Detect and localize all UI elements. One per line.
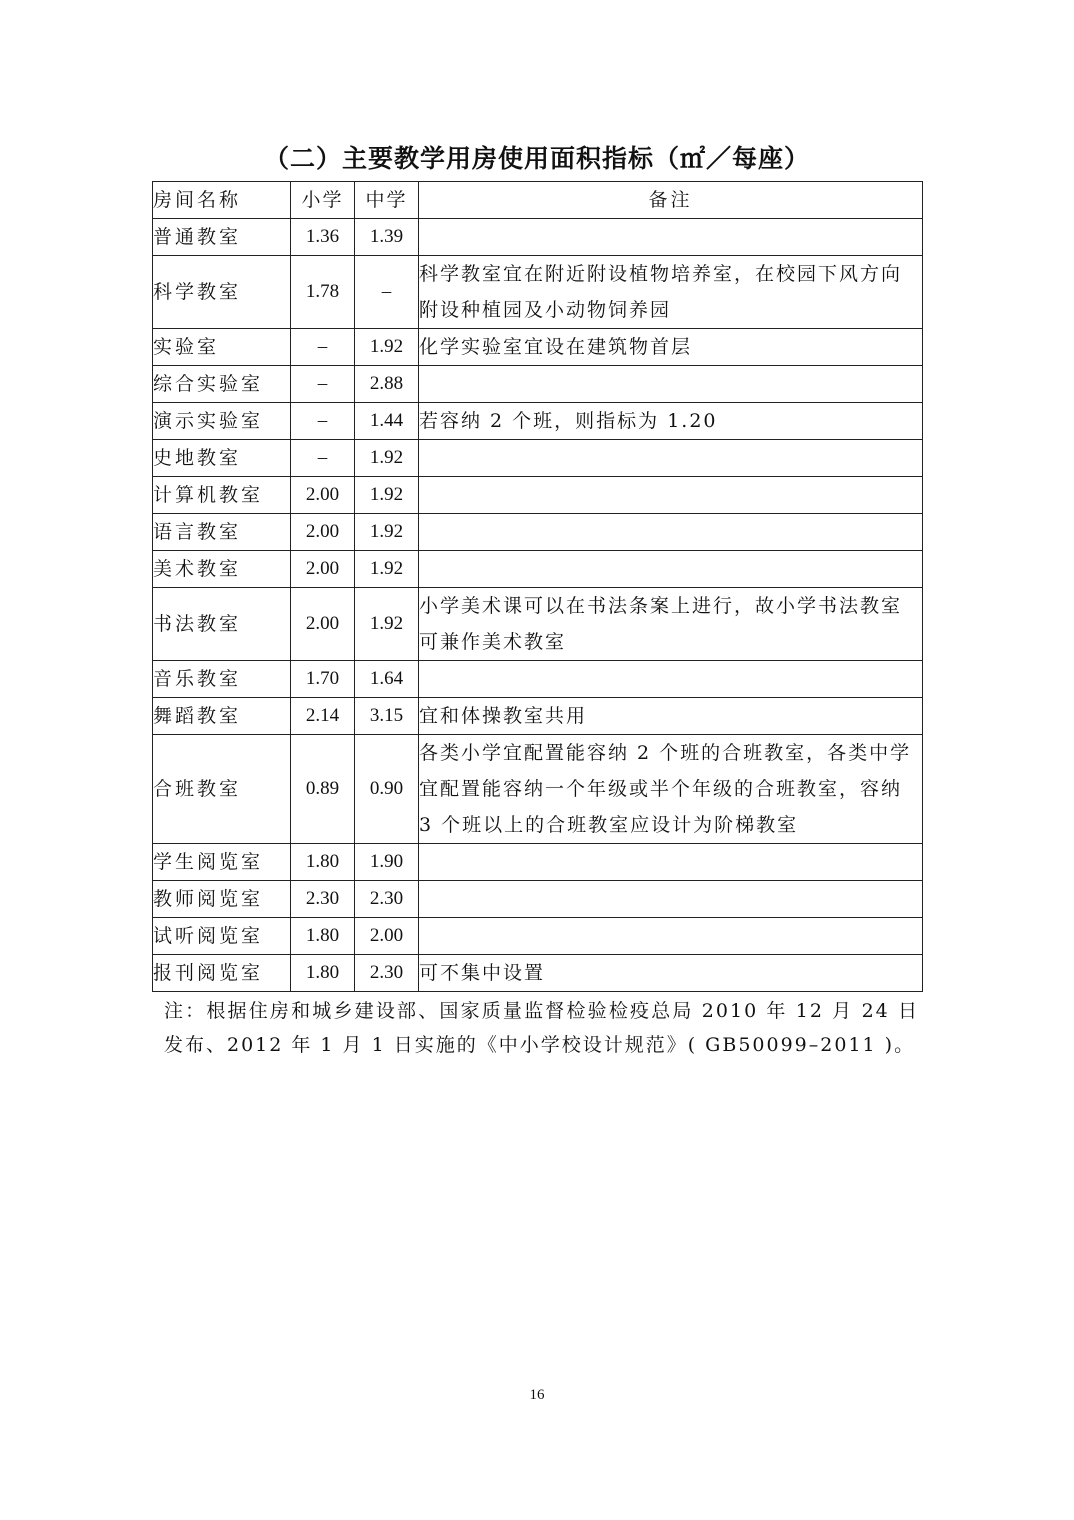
middle-value-cell: 1.92 — [355, 551, 419, 588]
remark-cell — [419, 440, 923, 477]
room-name-cell: 美术教室 — [153, 551, 291, 588]
middle-value-cell: 1.64 — [355, 661, 419, 698]
remark-cell — [419, 661, 923, 698]
primary-value-cell: 2.14 — [291, 698, 355, 735]
table-row — [153, 698, 923, 735]
remark-cell — [419, 844, 923, 881]
primary-value-cell: 1.36 — [291, 219, 355, 256]
table-header-row — [153, 182, 923, 219]
table-row — [153, 403, 923, 440]
room-name-cell: 书法教室 — [153, 588, 291, 661]
room-name-cell: 报刊阅览室 — [153, 955, 291, 992]
middle-value-cell: 1.92 — [355, 588, 419, 661]
primary-value-cell: 1.70 — [291, 661, 355, 698]
table-row — [153, 329, 923, 366]
remark-cell — [419, 551, 923, 588]
table-row — [153, 918, 923, 955]
primary-value-cell: 1.78 — [291, 256, 355, 329]
table-row — [153, 256, 923, 329]
middle-value-cell: 2.00 — [355, 918, 419, 955]
remark-cell: 化学实验室宜设在建筑物首层 — [419, 329, 923, 366]
remark-cell — [419, 881, 923, 918]
table-row — [153, 219, 923, 256]
primary-value-cell: 2.30 — [291, 881, 355, 918]
primary-value-cell: – — [291, 366, 355, 403]
page-title: （二）主要教学用房使用面积指标（㎡／每座） — [263, 144, 810, 173]
header-remark: 备注 — [419, 182, 923, 219]
room-name-cell: 学生阅览室 — [153, 844, 291, 881]
primary-value-cell: 1.80 — [291, 918, 355, 955]
primary-value-cell: 1.80 — [291, 844, 355, 881]
middle-value-cell: 3.15 — [355, 698, 419, 735]
remark-cell: 可不集中设置 — [419, 955, 923, 992]
room-name-cell: 试听阅览室 — [153, 918, 291, 955]
room-name-cell: 普通教室 — [153, 219, 291, 256]
primary-value-cell: 2.00 — [291, 514, 355, 551]
remark-cell — [419, 366, 923, 403]
primary-value-cell: – — [291, 329, 355, 366]
table-row — [153, 366, 923, 403]
middle-value-cell: 1.92 — [355, 514, 419, 551]
remark-cell — [419, 477, 923, 514]
table-row — [153, 551, 923, 588]
remark-cell: 科学教室宜在附近附设植物培养室，在校园下风方向附设种植园及小动物饲养园 — [419, 256, 923, 329]
header-room-name: 房间名称 — [153, 182, 291, 219]
room-name-cell: 舞蹈教室 — [153, 698, 291, 735]
header-middle: 中学 — [355, 182, 419, 219]
room-name-cell: 演示实验室 — [153, 403, 291, 440]
remark-cell: 各类小学宜配置能容纳 2 个班的合班教室，各类中学宜配置能容纳一个年级或半个年级的合班教室，容纳 3 个班以上的合班教室应设计为阶梯教室 — [419, 735, 923, 844]
primary-value-cell: – — [291, 403, 355, 440]
middle-value-cell: 1.44 — [355, 403, 419, 440]
room-name-cell: 史地教室 — [153, 440, 291, 477]
table-row — [153, 477, 923, 514]
header-primary: 小学 — [291, 182, 355, 219]
middle-value-cell: 1.90 — [355, 844, 419, 881]
remark-cell — [419, 514, 923, 551]
table-row — [153, 514, 923, 551]
remark-cell — [419, 219, 923, 256]
room-name-cell: 合班教室 — [153, 735, 291, 844]
room-name-cell: 综合实验室 — [153, 366, 291, 403]
primary-value-cell: 2.00 — [291, 588, 355, 661]
room-name-cell: 计算机教室 — [153, 477, 291, 514]
footnote: 注：根据住房和城乡建设部、国家质量监督检验检疫总局 2010 年 12 月 24 日发布、2012 年 1 月 1 日实施的《中小学校设计规范》( GB50099–2011 )。 — [164, 1000, 919, 1056]
primary-value-cell: 2.00 — [291, 477, 355, 514]
table-row — [153, 844, 923, 881]
primary-value-cell: – — [291, 440, 355, 477]
middle-value-cell: 1.92 — [355, 440, 419, 477]
table-row — [153, 588, 923, 661]
remark-cell: 若容纳 2 个班，则指标为 1.20 — [419, 403, 923, 440]
middle-value-cell: 1.92 — [355, 329, 419, 366]
table-row — [153, 955, 923, 992]
primary-value-cell: 2.00 — [291, 551, 355, 588]
area-index-table — [152, 181, 923, 992]
room-name-cell: 教师阅览室 — [153, 881, 291, 918]
table-row — [153, 661, 923, 698]
remark-cell: 宜和体操教室共用 — [419, 698, 923, 735]
room-name-cell: 实验室 — [153, 329, 291, 366]
middle-value-cell: 0.90 — [355, 735, 419, 844]
middle-value-cell: 2.30 — [355, 881, 419, 918]
middle-value-cell: 1.39 — [355, 219, 419, 256]
table-row — [153, 440, 923, 477]
middle-value-cell: – — [355, 256, 419, 329]
table-row — [153, 881, 923, 918]
room-name-cell: 音乐教室 — [153, 661, 291, 698]
room-name-cell: 语言教室 — [153, 514, 291, 551]
primary-value-cell: 1.80 — [291, 955, 355, 992]
primary-value-cell: 0.89 — [291, 735, 355, 844]
remark-cell — [419, 918, 923, 955]
table-row — [153, 735, 923, 844]
middle-value-cell: 2.30 — [355, 955, 419, 992]
page-number: 16 — [529, 1387, 545, 1403]
middle-value-cell: 2.88 — [355, 366, 419, 403]
room-name-cell: 科学教室 — [153, 256, 291, 329]
middle-value-cell: 1.92 — [355, 477, 419, 514]
remark-cell: 小学美术课可以在书法条案上进行，故小学书法教室可兼作美术教室 — [419, 588, 923, 661]
